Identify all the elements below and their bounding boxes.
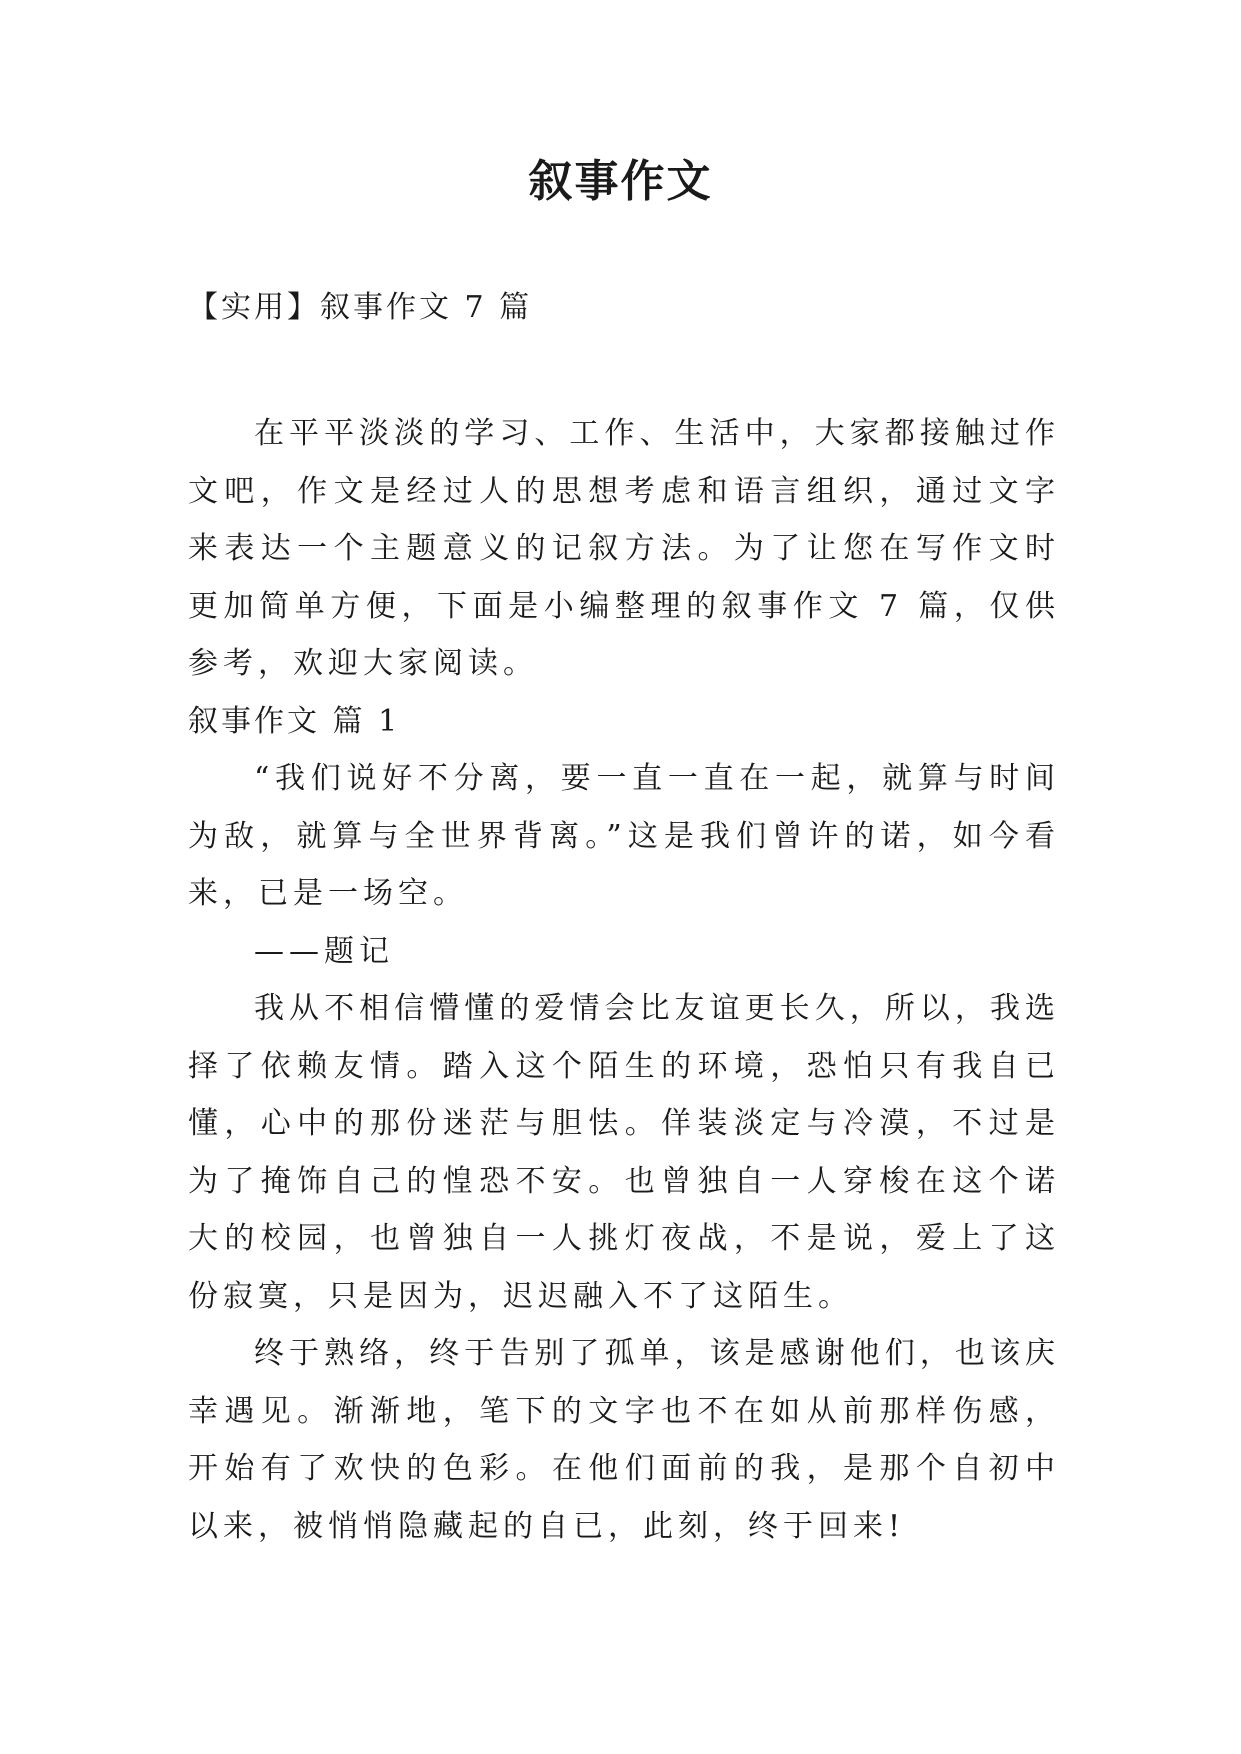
quote-paragraph: “我们说好不分离，要一直一直在一起，就算与时间为敌，就算与全世界背离。”这是我们曾许的诺，如今看来，已是一场空。 bbox=[188, 761, 1060, 911]
document-title: 叙事作文 bbox=[528, 156, 713, 207]
body-paragraph: 终于熟络，终于告别了孤单，该是感谢他们，也该庆幸遇见。渐渐地，笔下的文字也不在如从前那样伤感，开始有了欢快的色彩。在他们面前的我，是那个自初中以来，被悄悄隐藏起的自已，此刻，终于回来! bbox=[188, 1336, 1060, 1544]
document-body bbox=[188, 405, 1060, 1555]
intro-paragraph: 在平平淡淡的学习、工作、生活中，大家都接触过作文吧，作文是经过人的思想考虑和语言组织，通过文字来表达一个主题意义的记叙方法。为了让您在写作文时更加简单方便，下面是小编整理的叙事作文 7 篇，仅供参考，欢迎大家阅读。 bbox=[188, 416, 1060, 681]
section-heading: 叙事作文 篇 1 bbox=[188, 703, 401, 739]
epigraph-attribution: ——题记 bbox=[254, 933, 394, 969]
document-subtitle: 【实用】叙事作文 7 篇 bbox=[188, 290, 533, 325]
body-paragraph: 我从不相信懵懂的爱情会比友谊更长久，所以，我选择了依赖友情。踏入这个陌生的环境，恐怕只有我自已懂，心中的那份迷茫与胆怯。佯装淡定与冷漠，不过是为了掩饰自己的惶恐不安。也曾独自一人穿梭在这个诺大的校园，也曾独自一人挑灯夜战，不是说，爱上了这份寂寞，只是因为，迟迟融入不了这陌生。 bbox=[188, 991, 1060, 1314]
